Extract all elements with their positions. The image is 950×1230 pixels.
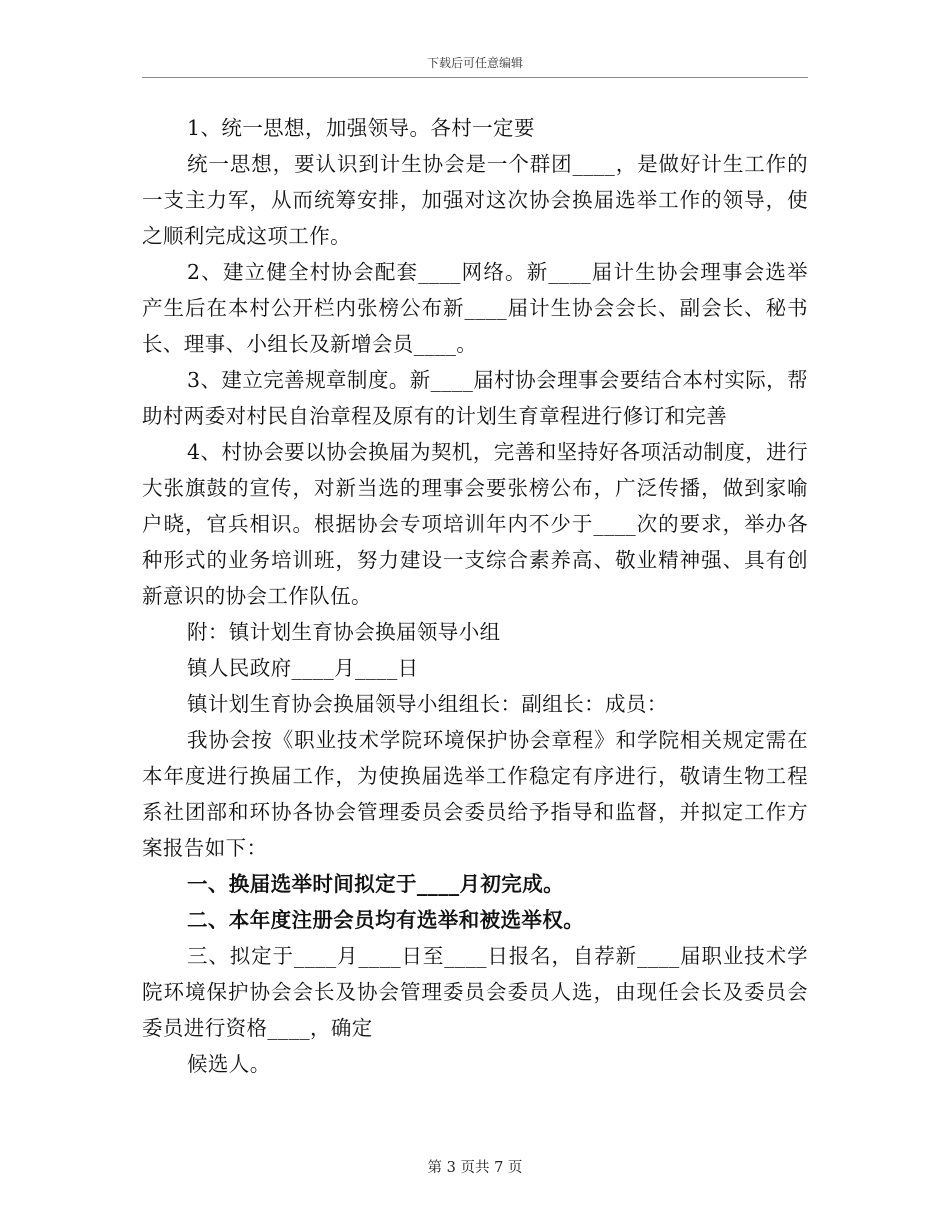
paragraph: 4、村协会要以协会换届为契机，完善和坚持好各项活动制度，进行大张旗鼓的宣传，对新当选的理事会要张榜公布，广泛传播，做到家喻户晓，官兵相识。根据协会专项培训年内不少于____次的要求，举办各种形式的业务培训班，努力建设一支综合素养高、敬业精神强、具有创新意识的协会工作队伍。: [142, 440, 808, 608]
document-body: [142, 110, 808, 1082]
paragraph: 3、建立完善规章制度。新____届村协会理事会要结合本村实际，帮助村两委对村民自治章程及原有的计划生育章程进行修订和完善: [142, 368, 808, 428]
page-header: 下载后可任意编辑: [426, 56, 523, 70]
paragraph: 1、统一思想，加强领导。各村一定要: [187, 116, 535, 140]
paragraph-bold: 二、本年度注册会员均有选举和被选举权。: [187, 908, 585, 932]
header-divider: [142, 77, 808, 78]
paragraph: 镇人民政府____月____日: [187, 656, 419, 680]
paragraph: 三、拟定于____月____日至____日报名，自荐新____届职业技术学院环境保护协会会长及协会管理委员会委员人选，由现任会长及委员会委员进行资格____，确定: [142, 944, 808, 1040]
paragraph: 候选人。: [187, 1052, 271, 1076]
page-number-footer: 第 3 页共 7 页: [427, 1160, 523, 1176]
paragraph: 我协会按《职业技术学院环境保护协会章程》和学院相关规定需在本年度进行换届工作，为使换届选举工作稳定有序进行，敬请生物工程系社团部和环协各协会管理委员会委员给予指导和监督，并拟定工作方案报告如下：: [142, 728, 808, 860]
paragraph-bold: 一、换届选举时间拟定于____月初完成。: [187, 872, 564, 896]
paragraph: 统一思想，要认识到计生协会是一个群团____，是做好计生工作的一支主力军，从而统筹安排，加强对这次协会换届选举工作的领导，使之顺利完成这项工作。: [142, 152, 808, 248]
paragraph: 镇计划生育协会换届领导小组组长：副组长：成员：: [187, 692, 668, 716]
paragraph: 2、建立健全村协会配套____网络。新____届计生协会理事会选举产生后在本村公开栏内张榜公布新____届计生协会会长、副会长、秘书长、理事、小组长及新增会员____。: [142, 260, 808, 356]
paragraph: 附：镇计划生育协会换届领导小组: [187, 620, 501, 644]
